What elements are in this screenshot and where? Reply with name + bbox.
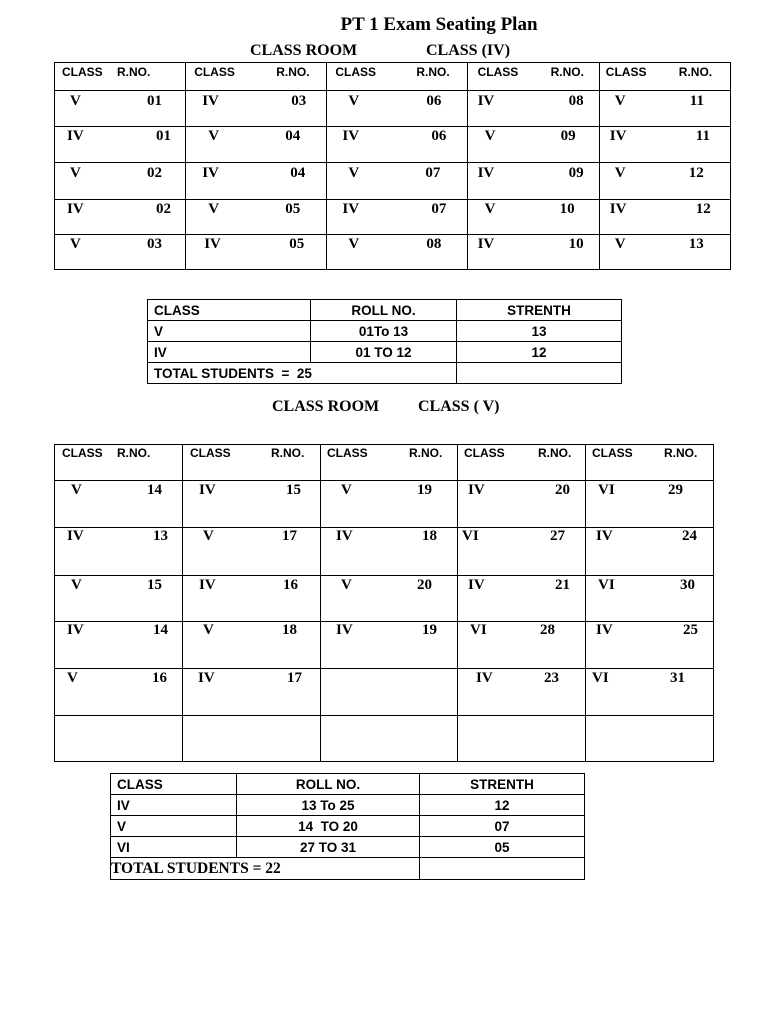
- seat-class: V: [70, 236, 81, 252]
- seat-class: VI: [598, 482, 615, 498]
- seat-cell-empty: [458, 716, 586, 762]
- room1-seating-table: [54, 62, 731, 270]
- seat-roll: 21: [555, 577, 570, 593]
- seat-class: V: [484, 128, 496, 144]
- header-rno: R.NO.: [538, 446, 572, 460]
- table-row: [55, 576, 714, 622]
- table-row: [55, 127, 731, 163]
- seat-cell: [467, 91, 599, 127]
- seat-cell: [467, 200, 599, 235]
- header-rno: R.NO.: [550, 65, 584, 79]
- seat-roll: 30: [680, 577, 695, 593]
- header-cell: [586, 445, 714, 481]
- seat-class: IV: [199, 482, 216, 498]
- header-rno: R.NO.: [416, 65, 450, 79]
- seat-class: V: [341, 482, 352, 498]
- table-row: [55, 235, 731, 270]
- seat-roll: 24: [682, 528, 697, 544]
- seat-roll: 02: [147, 165, 162, 181]
- seat-roll: 16: [152, 670, 167, 686]
- seat-roll: 15: [286, 482, 301, 498]
- summary-total-empty: [457, 363, 622, 384]
- header-class: CLASS: [464, 446, 505, 460]
- seat-roll: 12: [688, 165, 704, 181]
- seat-roll: 12: [695, 201, 711, 217]
- table-row: [55, 163, 731, 200]
- summary-total-empty: [420, 858, 585, 880]
- seat-class: IV: [476, 670, 493, 686]
- seat-roll: 25: [683, 622, 698, 638]
- seat-roll: 29: [668, 482, 683, 498]
- summary-roll: 13 To 25: [237, 795, 420, 816]
- seat-class: V: [67, 670, 78, 686]
- seat-roll: 09: [560, 128, 576, 144]
- seat-class: IV: [67, 201, 84, 217]
- header-class: CLASS: [62, 65, 103, 79]
- table-row-empty: [55, 716, 714, 762]
- summary-class: V: [111, 816, 237, 837]
- seat-cell: [55, 622, 183, 669]
- room2-header-row: [55, 445, 714, 481]
- seat-class: IV: [199, 577, 216, 593]
- seat-class: V: [348, 165, 360, 181]
- summary-header-row: [148, 300, 622, 321]
- summary-class: VI: [111, 837, 237, 858]
- seat-roll: 11: [689, 93, 704, 109]
- seat-cell: [183, 669, 321, 716]
- seat-roll: 09: [568, 165, 584, 181]
- summary-strength: 05: [420, 837, 585, 858]
- seat-class: IV: [609, 128, 627, 144]
- header-cell: [599, 63, 730, 91]
- seat-roll: 08: [426, 236, 442, 252]
- seat-cell: [55, 669, 183, 716]
- seat-cell: [599, 163, 730, 200]
- seat-roll: 27: [550, 528, 565, 544]
- seat-cell: [467, 127, 599, 163]
- summary-header-strength: STRENTH: [457, 300, 622, 321]
- seat-cell: [327, 163, 467, 200]
- seat-roll: 15: [147, 577, 162, 593]
- table-row: [55, 481, 714, 528]
- seat-cell: [183, 622, 321, 669]
- seat-cell: [599, 200, 730, 235]
- seat-class: IV: [67, 622, 84, 638]
- seat-cell: [586, 576, 714, 622]
- seat-cell: [55, 576, 183, 622]
- seat-cell: [327, 200, 467, 235]
- seat-cell: [55, 528, 183, 576]
- summary-total-row: [148, 363, 622, 384]
- seat-class: IV: [336, 528, 353, 544]
- seat-cell-empty: [321, 669, 458, 716]
- seat-class: IV: [596, 528, 613, 544]
- seat-roll: 14: [153, 622, 168, 638]
- seat-class: IV: [202, 93, 219, 109]
- seat-roll: 20: [417, 577, 432, 593]
- seat-roll: 19: [417, 482, 432, 498]
- header-class: CLASS: [327, 446, 368, 460]
- seat-cell: [327, 91, 467, 127]
- seat-cell: [183, 576, 321, 622]
- seat-cell: [321, 576, 458, 622]
- seat-cell: [186, 200, 327, 235]
- seat-class: V: [348, 236, 360, 252]
- seat-class: IV: [202, 165, 219, 181]
- seat-cell: [458, 622, 586, 669]
- seat-class: V: [614, 165, 626, 181]
- seat-class: IV: [596, 622, 613, 638]
- seat-class: IV: [198, 670, 215, 686]
- room1-summary-table: [147, 299, 622, 384]
- seat-cell-empty: [55, 716, 183, 762]
- seat-class: V: [348, 93, 360, 109]
- header-cell: [55, 63, 186, 91]
- table-row: [111, 837, 585, 858]
- seat-roll: 07: [425, 165, 441, 181]
- header-rno: R.NO.: [271, 446, 305, 460]
- seat-cell: [55, 127, 186, 163]
- header-class: CLASS: [477, 65, 519, 79]
- seat-roll: 05: [289, 236, 305, 252]
- seat-cell: [55, 200, 186, 235]
- summary-strength: 12: [457, 342, 622, 363]
- table-row: [55, 669, 714, 716]
- seat-cell: [186, 91, 327, 127]
- header-class: CLASS: [335, 65, 377, 79]
- table-row: [148, 321, 622, 342]
- seat-cell: [586, 481, 714, 528]
- table-row: [55, 91, 731, 127]
- header-rno: R.NO.: [678, 65, 713, 79]
- seat-roll: 14: [147, 482, 162, 498]
- seat-roll: 19: [422, 622, 437, 638]
- summary-roll: 01 TO 12: [311, 342, 457, 363]
- seat-roll: 04: [290, 165, 306, 181]
- seat-class: IV: [477, 165, 495, 181]
- seat-cell: [599, 127, 730, 163]
- seat-class: IV: [468, 577, 485, 593]
- seat-class: V: [341, 577, 352, 593]
- seat-roll: 18: [422, 528, 437, 544]
- seat-roll: 23: [544, 670, 559, 686]
- room2-seating-table: [54, 444, 714, 762]
- header-cell: [327, 63, 467, 91]
- seat-cell: [186, 163, 327, 200]
- seat-cell: [327, 235, 467, 270]
- seat-class: VI: [470, 622, 487, 638]
- room1-header-row: [55, 63, 731, 91]
- seat-roll: 06: [431, 128, 447, 144]
- seat-class: IV: [609, 201, 627, 217]
- seat-roll: 11: [695, 128, 710, 144]
- header-class: CLASS: [605, 65, 647, 79]
- seat-roll: 28: [540, 622, 555, 638]
- seat-class: V: [70, 93, 81, 109]
- header-cell: [321, 445, 458, 481]
- summary-header-roll: ROLL NO.: [237, 774, 420, 795]
- seat-class: IV: [477, 236, 495, 252]
- table-row: [55, 200, 731, 235]
- summary-class: IV: [148, 342, 311, 363]
- seat-cell: [55, 91, 186, 127]
- seat-roll: 03: [291, 93, 307, 109]
- room2-summary-table: [110, 773, 585, 880]
- seat-class: V: [71, 577, 82, 593]
- summary-class: IV: [111, 795, 237, 816]
- seat-roll: 07: [431, 201, 447, 217]
- seat-cell: [586, 622, 714, 669]
- header-class: CLASS: [194, 65, 235, 79]
- header-cell: [55, 445, 183, 481]
- seat-class: IV: [342, 128, 360, 144]
- seat-roll: 03: [147, 236, 162, 252]
- seat-class: VI: [462, 528, 479, 544]
- seat-cell: [55, 235, 186, 270]
- header-cell: [458, 445, 586, 481]
- summary-strength: 07: [420, 816, 585, 837]
- seat-cell-empty: [321, 716, 458, 762]
- seat-roll: 10: [568, 236, 584, 252]
- seat-roll: 17: [287, 670, 302, 686]
- seat-roll: 10: [559, 201, 575, 217]
- summary-header-row: [111, 774, 585, 795]
- seat-cell: [467, 163, 599, 200]
- seat-class: V: [484, 201, 496, 217]
- seat-class: IV: [67, 528, 84, 544]
- seat-cell: [55, 481, 183, 528]
- seat-roll: 01: [156, 128, 171, 144]
- seat-roll: 06: [426, 93, 442, 109]
- seat-roll: 17: [282, 528, 297, 544]
- summary-roll: 27 TO 31: [237, 837, 420, 858]
- seat-class: VI: [598, 577, 615, 593]
- seat-class: V: [208, 128, 220, 144]
- room1-heading-label: CLASS ROOM: [250, 42, 358, 59]
- summary-header-strength: STRENTH: [420, 774, 585, 795]
- seat-class: V: [71, 482, 82, 498]
- table-row: [111, 795, 585, 816]
- header-class: CLASS: [592, 446, 633, 460]
- summary-strength: 12: [420, 795, 585, 816]
- header-class: CLASS: [62, 446, 103, 460]
- header-rno: R.NO.: [409, 446, 443, 460]
- page-title: PT 1 Exam Seating Plan: [340, 14, 538, 35]
- seat-cell-empty: [183, 716, 321, 762]
- seat-class: VI: [592, 670, 609, 686]
- seat-class: V: [203, 622, 214, 638]
- seat-roll: 20: [555, 482, 570, 498]
- seat-cell: [586, 528, 714, 576]
- seat-class: V: [203, 528, 214, 544]
- seat-roll: 13: [153, 528, 168, 544]
- seat-roll: 01: [147, 93, 162, 109]
- seat-class: IV: [342, 201, 360, 217]
- seat-roll: 13: [688, 236, 704, 252]
- summary-total: TOTAL STUDENTS = 25: [148, 363, 457, 384]
- table-row: [55, 622, 714, 669]
- summary-total-row: [111, 858, 585, 880]
- header-cell: [467, 63, 599, 91]
- seat-class: V: [208, 201, 220, 217]
- seat-cell: [321, 528, 458, 576]
- seat-cell: [186, 235, 327, 270]
- table-row: [55, 528, 714, 576]
- seat-cell: [458, 669, 586, 716]
- seat-cell: [599, 235, 730, 270]
- seat-class: IV: [468, 482, 485, 498]
- seat-cell: [183, 528, 321, 576]
- summary-total: TOTAL STUDENTS = 22: [111, 858, 420, 880]
- seat-roll: 04: [285, 128, 301, 144]
- seat-cell: [458, 481, 586, 528]
- seat-cell: [586, 669, 714, 716]
- seat-class: IV: [204, 236, 221, 252]
- seat-roll: 05: [285, 201, 301, 217]
- seat-cell: [467, 235, 599, 270]
- room2-heading-label: CLASS ROOM: [272, 398, 380, 415]
- seat-class: V: [614, 236, 626, 252]
- seat-class: IV: [477, 93, 495, 109]
- seat-cell: [186, 127, 327, 163]
- header-rno: R.NO.: [664, 446, 698, 460]
- seat-cell: [458, 576, 586, 622]
- summary-strength: 13: [457, 321, 622, 342]
- seat-cell: [599, 91, 730, 127]
- seat-cell: [321, 622, 458, 669]
- header-rno: R.NO.: [276, 65, 310, 79]
- header-rno: R.NO.: [117, 65, 151, 79]
- seat-roll: 18: [282, 622, 297, 638]
- seat-cell: [183, 481, 321, 528]
- summary-header-roll: ROLL NO.: [311, 300, 457, 321]
- seat-roll: 02: [156, 201, 171, 217]
- seat-class: IV: [336, 622, 353, 638]
- header-cell: [183, 445, 321, 481]
- summary-header-class: CLASS: [111, 774, 237, 795]
- seat-class: IV: [67, 128, 84, 144]
- header-rno: R.NO.: [117, 446, 151, 460]
- seat-cell-empty: [586, 716, 714, 762]
- seat-class: V: [70, 165, 81, 181]
- table-row: [148, 342, 622, 363]
- seat-roll: 31: [670, 670, 685, 686]
- seat-cell: [321, 481, 458, 528]
- seat-cell: [458, 528, 586, 576]
- room2-heading-class: CLASS ( V): [418, 398, 500, 415]
- header-class: CLASS: [190, 446, 231, 460]
- seat-roll: 16: [283, 577, 298, 593]
- table-row: [111, 816, 585, 837]
- seat-class: V: [614, 93, 626, 109]
- seat-roll: 08: [568, 93, 584, 109]
- seat-cell: [327, 127, 467, 163]
- seat-cell: [55, 163, 186, 200]
- header-cell: [186, 63, 327, 91]
- summary-roll: 14 TO 20: [237, 816, 420, 837]
- summary-class: V: [148, 321, 311, 342]
- summary-header-class: CLASS: [148, 300, 311, 321]
- summary-roll: 01To 13: [311, 321, 457, 342]
- room1-heading-class: CLASS (IV): [426, 42, 511, 59]
